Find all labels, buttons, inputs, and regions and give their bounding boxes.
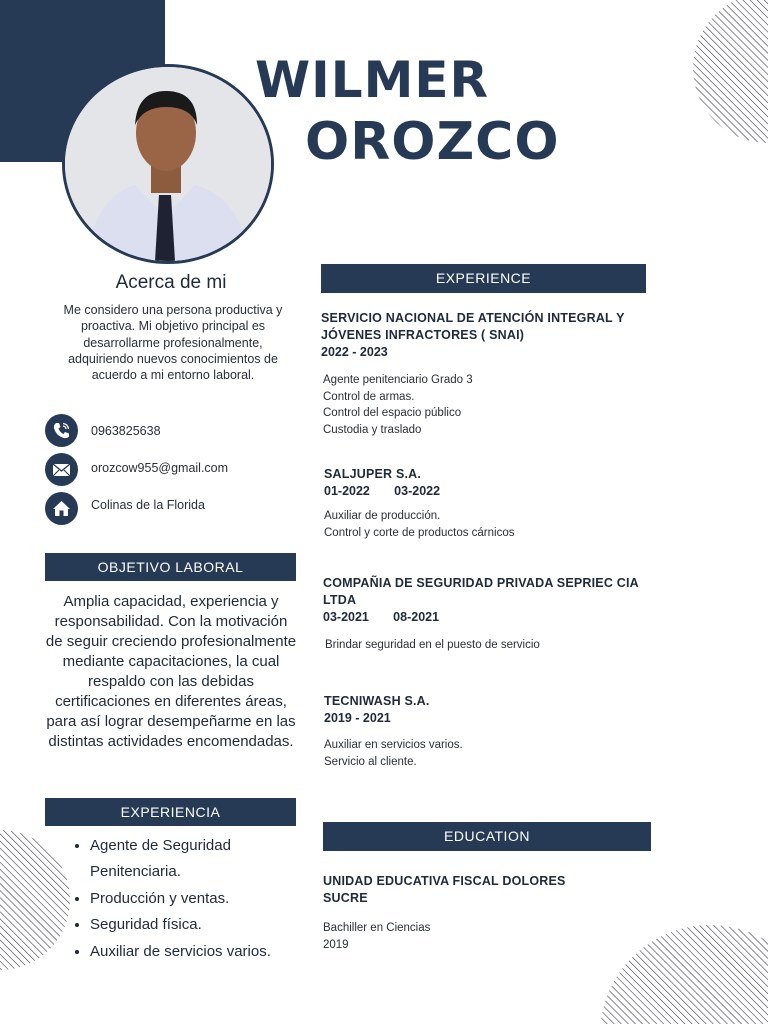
job-dates: 2019 - 2021	[324, 711, 391, 725]
job-entry	[324, 693, 649, 770]
education-entry	[323, 873, 613, 953]
list-item: • Auxiliar de servicios varios.	[90, 939, 320, 965]
phone-icon	[45, 414, 78, 447]
job-line: Control y corte de productos cárnicos	[324, 526, 515, 539]
job-dates: 2022 - 2023	[321, 345, 388, 359]
phone-number: 0963825638	[91, 424, 161, 438]
skills-list	[70, 833, 320, 965]
experience-header: EXPERIENCE	[321, 264, 646, 293]
job-company: SERVICIO NACIONAL DE ATENCIÓN INTEGRAL Y JÓVENES INFRACTORES ( SNAI)	[321, 311, 625, 342]
home-icon	[45, 492, 78, 525]
job-line: Control del espacio público	[323, 407, 462, 420]
list-item: • Producción y ventas.	[90, 886, 320, 912]
first-name: WILMER	[255, 51, 490, 109]
job-company: COMPAÑIA DE SEGURIDAD PRIVADA SEPRIEC CIA LTDA	[323, 576, 639, 607]
degree: Bachiller en Ciencias	[323, 922, 431, 934]
hatched-circle-top-right	[693, 0, 768, 143]
job-line: Brindar seguridad en el puesto de servicio	[325, 639, 540, 651]
job-entry	[321, 310, 646, 438]
profile-photo	[62, 64, 274, 264]
job-line: Custodia y traslado	[323, 423, 422, 436]
about-title: Acerca de mi	[115, 272, 227, 293]
job-company: TECNIWASH S.A.	[324, 694, 430, 708]
last-name: OROZCO	[305, 112, 560, 172]
job-line: Control de armas.	[323, 390, 415, 403]
email-address[interactable]: orozcow955@gmail.com	[91, 461, 229, 475]
job-line: Auxiliar de producción.	[324, 510, 441, 522]
school-name: UNIDAD EDUCATIVA FISCAL DOLORES SUCRE	[323, 874, 566, 905]
job-entry	[323, 575, 648, 654]
job-company: SALJUPER S.A.	[324, 467, 422, 481]
job-line: Agente penitenciario Grado 3	[323, 374, 473, 386]
person-avatar-icon	[65, 67, 271, 261]
objective-header: OBJETIVO LABORAL	[45, 553, 296, 581]
objective-text: Amplia capacidad, experiencia y responsabilidad. Con la motivación de seguir creciendo profesionalmente mediante capacitaciones, la cual respaldo con las debidas certificaciones en diferentes áreas, para así lograr desempeñarme en las distintas actividades encomendadas.	[45, 593, 297, 750]
experiencia-header: EXPERIENCIA	[45, 798, 296, 826]
job-dates: 03-2021 08-2021	[323, 610, 440, 624]
job-dates: 01-2022 03-2022	[324, 484, 441, 498]
list-item: • Seguridad física.	[90, 912, 320, 938]
hatched-circle-left	[0, 830, 70, 970]
about-text: Me considero una persona productiva y proactiva. Mi objetivo principal es desarrollarme profesionalmente, adquiriendo nuevos conocimientos de acuerdo a mi entorno laboral.	[63, 303, 283, 383]
job-line: Auxiliar en servicios varios.	[324, 739, 463, 751]
email-icon	[45, 453, 78, 486]
education-header: EDUCATION	[323, 822, 651, 851]
hatched-circle-bottom-right	[600, 925, 768, 1024]
job-line: Servicio al cliente.	[324, 755, 417, 768]
job-entry	[324, 466, 649, 541]
address: Colinas de la Florida	[91, 498, 205, 512]
graduation-year: 2019	[323, 938, 349, 951]
list-item: • Agente de Seguridad Penitenciaria.	[90, 833, 320, 886]
